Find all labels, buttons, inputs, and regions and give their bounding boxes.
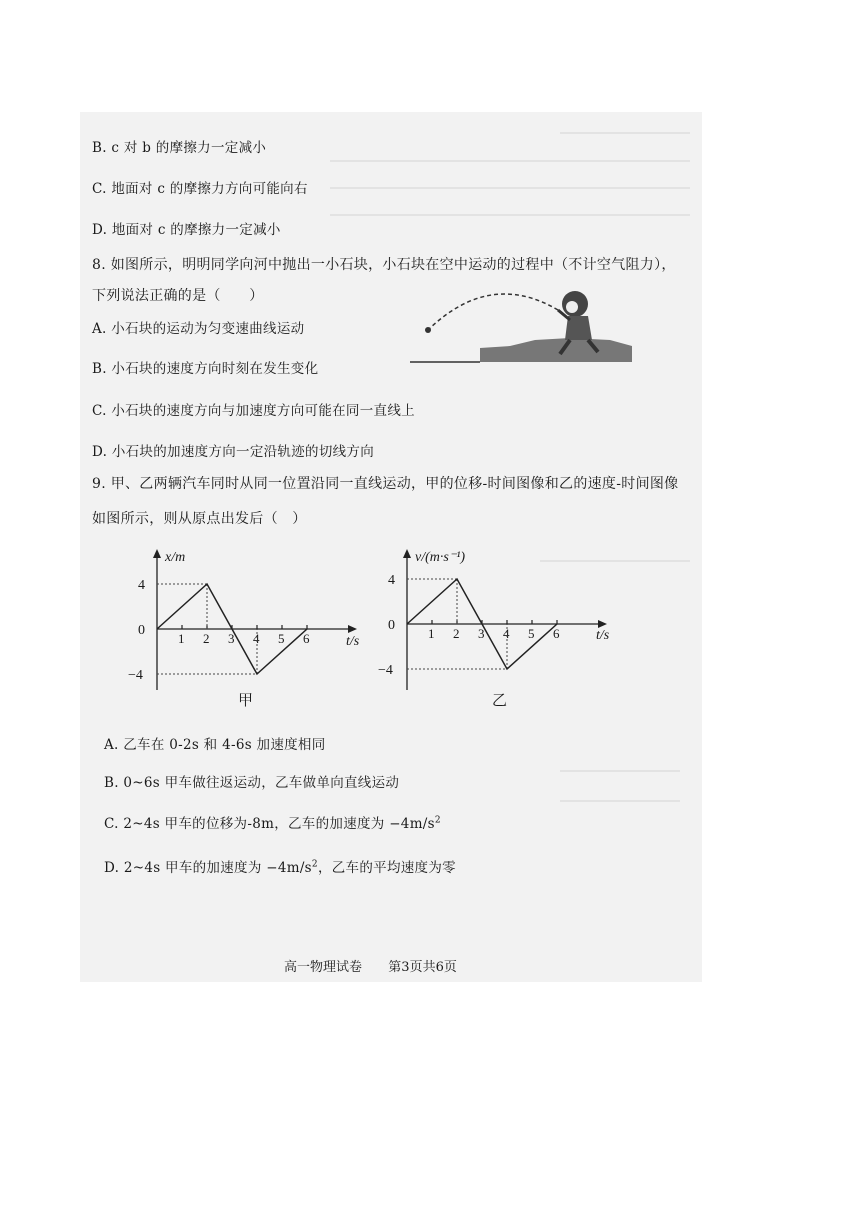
x-tick-label: 5: [528, 626, 535, 641]
x-tick-label: 3: [228, 631, 235, 646]
x-tick-label: 4: [503, 626, 510, 641]
q9-option-b: B. 0~6s 甲车做往返运动，乙车做单向直线运动: [104, 775, 400, 791]
y-axis-label: v/(m·s⁻¹): [415, 550, 466, 565]
y-tick-label: 4: [138, 578, 145, 593]
x-tick-label: 1: [428, 626, 435, 641]
q9-option-d: D. 2~4s 甲车的加速度为 $-4m/s^2$，乙车的平均速度为零: [104, 859, 456, 876]
y-tick-label: 4: [388, 573, 395, 588]
x-tick-label: 6: [303, 631, 310, 646]
y-tick-label: −4: [378, 663, 393, 678]
q7-option-d: D. 地面对 c 的摩擦力一定减小: [92, 222, 281, 238]
q8-option-d: D. 小石块的加速度方向一定沿轨迹的切线方向: [92, 444, 375, 460]
bleed-through: [560, 770, 680, 772]
chart-caption: 甲: [238, 693, 254, 709]
x-tick-label: 4: [253, 631, 260, 646]
q8-option-c: C. 小石块的速度方向与加速度方向可能在同一直线上: [92, 403, 415, 419]
q8-stem-line2: 下列说法正确的是（ ）: [92, 288, 264, 304]
grass-bank: [480, 338, 632, 362]
y-axis-arrow: [153, 549, 161, 558]
x-tick-label: 6: [553, 626, 560, 641]
x-tick-label: 3: [478, 626, 485, 641]
page-footer: [284, 956, 457, 975]
chart-caption: 乙: [492, 693, 508, 709]
bleed-through: [330, 160, 690, 162]
stone-trajectory: [428, 294, 558, 330]
x-tick-label: 2: [453, 626, 460, 641]
stone: [425, 327, 431, 333]
x-tick-label: 5: [278, 631, 285, 646]
x-tick-label: 2: [203, 631, 210, 646]
y-axis-label: x/m: [165, 550, 186, 565]
y-tick-label: −4: [128, 668, 143, 683]
q9-option-a: A. 乙车在 0-2s 和 4-6s 加速度相同: [104, 737, 326, 753]
x-tick-label: 1: [178, 631, 185, 646]
x-axis-arrow: [598, 620, 607, 628]
q7-option-c: C. 地面对 c 的摩擦力方向可能向右: [92, 181, 308, 197]
bleed-through: [560, 800, 680, 802]
q9-stem-line1: 9. 甲、乙两辆汽车同时从同一位置沿同一直线运动，甲的位移-时间图像和乙的速度-时间图像: [92, 476, 679, 492]
chart-yi-velocity-time: [370, 545, 620, 715]
y-tick-label: 0: [388, 618, 395, 633]
boy-throwing-stone-illustration: [410, 280, 635, 365]
bleed-through: [330, 214, 690, 216]
bleed-through: [560, 132, 690, 134]
q8-option-b: B. 小石块的速度方向时刻在发生变化: [92, 361, 319, 377]
q8-stem-line1: 8. 如图所示，明明同学向河中抛出一小石块，小石块在空中运动的过程中（不计空气阻力），: [92, 257, 676, 273]
x-axis-label: t/s: [596, 628, 610, 643]
y-tick-label: 0: [138, 623, 145, 638]
y-axis-arrow: [403, 549, 411, 558]
chart-jia-displacement-time: [120, 545, 370, 715]
q9-stem-line2: 如图所示，则从原点出发后（ ）: [92, 511, 307, 527]
x-axis-label: t/s: [346, 634, 360, 649]
q9-option-c: C. 2~4s 甲车的位移为-8m，乙车的加速度为 $-4m/s^2$: [104, 815, 441, 832]
q8-option-a: A. 小石块的运动为匀变速曲线运动: [92, 321, 305, 337]
footer-subject: 高一物理试卷: [284, 960, 363, 975]
footer-page-number: 第3页共6页: [388, 960, 457, 975]
x-axis-arrow: [348, 625, 357, 633]
bleed-through: [330, 187, 690, 189]
q7-option-b: B. c 对 b 的摩擦力一定减小: [92, 140, 267, 156]
